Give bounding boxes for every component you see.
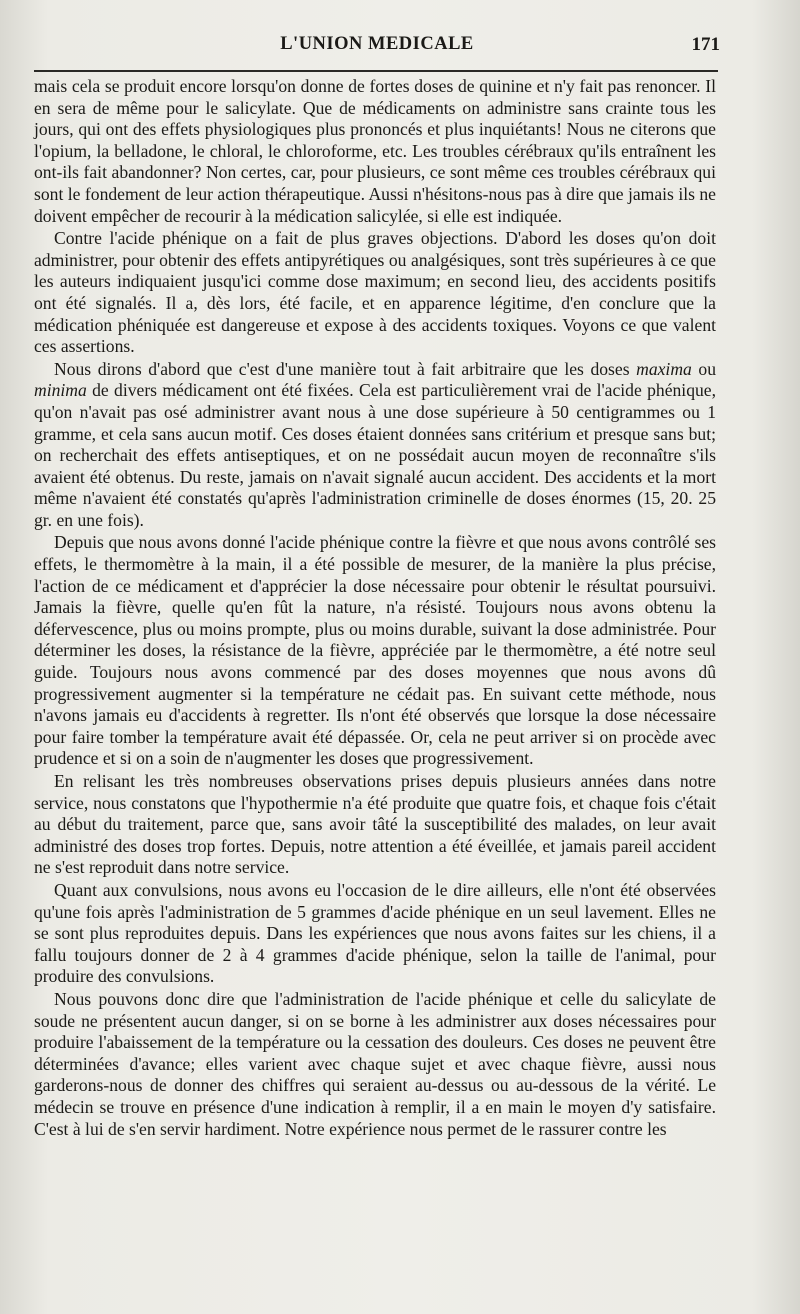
paragraph-2: Contre l'acide phénique on a fait de plus graves objections. D'abord les doses qu'on doit administrer, pour obtenir des effets antipyrétiques ou analgésiques, sont très supérieures à ce que les auteurs indiquaient jusqu'ici comme dose maximum; en second lieu, des accidents positifs ont été signalés. Il a, dès lors, été facile, et en apparence légitime, d'en conclure que la médication phéniquée est dangereuse et expose à des accidents toxiques. Voyons ce que valent ces assertions.: [34, 228, 716, 357]
running-title: L'UNION MEDICALE: [280, 34, 474, 54]
paragraph-6: Quant aux convulsions, nous avons eu l'occasion de le dire ailleurs, elle n'ont été observées qu'une fois après l'administration de 5 grammes d'acide phénique en un seul lavement. Elles ne se sont plus reproduites depuis. Dans les expériences que nous avons faites sur les chiens, il a fallu toujours donner de 2 à 4 grammes d'acide phénique, selon la taille de l'animal, pour produire des convulsions.: [34, 879, 716, 987]
paragraph-3-maxima: maxima: [636, 358, 692, 379]
paragraph-5: En relisant les très nombreuses observations prises depuis plusieurs années dans notre service, nous constatons que l'hypothermie n'a été produite que quatre fois, et chaque fois c'était au début du traitement, parce que, sans avoir tâté la susceptibilité des malades, on leur avait administré des doses trop fortes. Depuis, notre attention a été éveillée, et jamais pareil accident ne s'est reproduit dans notre service.: [34, 771, 716, 878]
paragraph-3-rest: de divers médicament ont été fixées.: [86, 380, 359, 401]
paragraph-7: Nous pouvons donc dire que l'administration de l'acide phénique et celle du salicylate de soude ne présentent aucun danger, si on se borne à les administrer aux doses nécessaires pour produire l'abaissement de la température ou la cessation des douleurs. Ces doses ne peuvent être déterminées d'avance; elles varient avec chaque sujet et avec chaque fièvre, aussi nous garderons-nous de donner des chiffres qui seraient au-dessus ou au-dessous de la vérité. Le médecin se trouve en présence d'une indication à remplir, il a en main le moyen d'y satisfaire. C'est à lui de s'en servir hardiment. Notre expérience nous permet de le rassurer contre les: [34, 988, 716, 1139]
paragraph-4: Depuis que nous avons donné l'acide phénique contre la fièvre et que nous avons contrôlé ses effets, le thermomètre à la main, il a été possible de mesurer, de la manière la plus précise, l'action de ce médicament et d'apprécier la dose nécessaire pour obtenir le résultat poursuivi. Jamais la fièvre, quelle qu'en fût la nature, n'a résisté. Toujours nous avons obtenu la défervescence, plus ou moins prompte, plus ou moins durable, suivant la dose administrée. Pour déterminer les doses, la résistance de la fièvre, appréciée par le thermomètre, a été notre seul guide. Toujours nous avons commencé par des doses moyennes que nous avons dû progressivement augmenter si la température ne cédait pas. En suivant cette méthode, nous n'avons jamais eu d'accidents à regretter. Ils n'ont été observés que lorsque la dose nécessaire pour faire tomber la température avait été dépassée. Or, cela ne peut arriver si on procède avec prudence et si on a soin de n'augmenter les doses que progressivement.: [34, 532, 716, 769]
page-header: [34, 34, 720, 64]
paragraph-3-minima: minima: [34, 380, 87, 401]
paragraph-3: [34, 359, 716, 532]
header-rule: [34, 70, 718, 72]
paragraph-1: mais cela se produit encore lorsqu'on donne de fortes doses de quinine et n'y fait pas renoncer. Il en sera de même pour le salicylate. Que de médicaments on administre sans crainte tous les jours, qui ont des effets physiologiques plus prononcés et plus inquiétants! Nous ne citerons que l'opium, la belladone, le chloral, le chloroforme, etc. Les troubles cérébraux qu'ils entraînent les ont-ils fait abandonner? Non certes, car, pour plusieurs, ce sont même ces troubles cérébraux qui sont le fondement de leur action thérapeutique. Aussi n'hésitons-nous pas à dire que jamais ils ne doivent empêcher de recourir à la médication salicylée, si elle est indiquée.: [34, 76, 716, 226]
page-number: 171: [691, 34, 720, 55]
paragraph-3-or: ou: [691, 358, 716, 379]
body-text: [34, 76, 716, 1140]
paragraph-3-tail: Cela est particulièrement vrai de l'acide phénique, qu'on n'avait pas osé administrer avant nous à une dose supérieure à 50 centigrammes ou 1 gramme, et cela sans aucun motif. Ces doses étaient données sans critérium et presque sans but; on recherchait des effets antiseptiques, et on ne possédait aucun moyen de reconnaître s'ils avaient été obtenus. Du reste, jamais on n'avait signalé aucun accident. Des accidents et la mort même n'avaient été constatés qu'après l'administration criminelle de doses énormes (15, 20. 25 gr. en une fois).: [34, 380, 716, 530]
paragraph-3-lead: Nous dirons d'abord que c'est d'une manière tout à fait arbitraire que les doses: [54, 358, 637, 379]
